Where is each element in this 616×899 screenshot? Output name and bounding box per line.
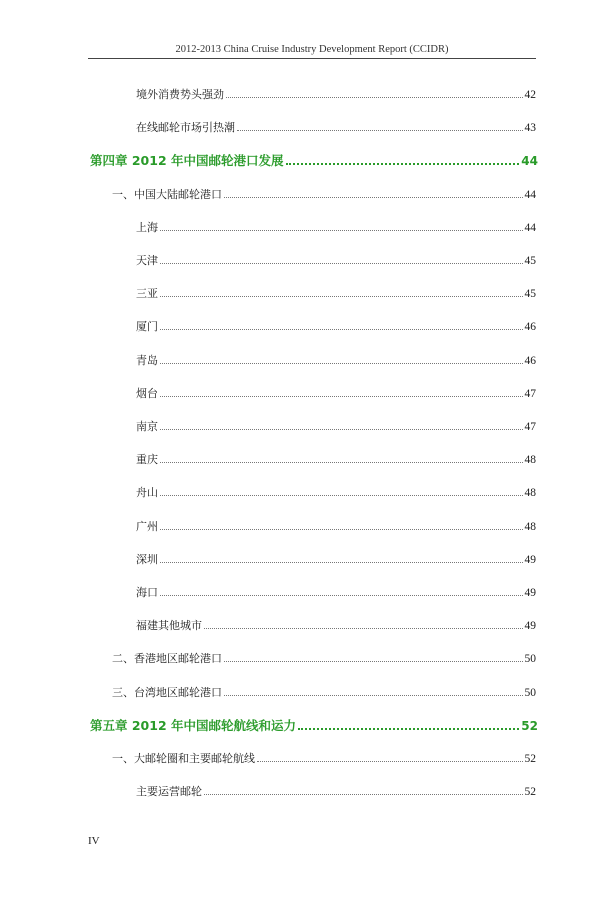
- toc-entry[interactable]: [136, 121, 536, 135]
- toc-entry[interactable]: [136, 785, 536, 799]
- toc-entry-page-number: 49: [524, 620, 536, 633]
- dot-leader: [224, 661, 523, 662]
- toc-entry-page-number: 50: [524, 653, 536, 666]
- dot-leader: [204, 628, 523, 629]
- toc-entry[interactable]: [112, 752, 536, 766]
- toc-entry-label: 上海: [136, 220, 158, 234]
- toc-entry-label: 二、香港地区邮轮港口: [112, 652, 222, 666]
- toc-entry-page-number: 45: [524, 255, 536, 267]
- dot-leader: [160, 462, 523, 463]
- toc-entry-label: 第四章 2012 年中国邮轮港口发展: [90, 153, 284, 169]
- toc-entry-label: 海口: [136, 586, 158, 599]
- dot-leader: [160, 296, 523, 297]
- toc-entry-label: 三、台湾地区邮轮港口: [112, 685, 222, 699]
- toc-entry-page-number: 49: [524, 553, 536, 566]
- toc-entry[interactable]: [112, 188, 536, 202]
- toc-entry-label: 青岛: [136, 353, 158, 367]
- toc-entry[interactable]: [136, 88, 536, 102]
- toc-entry-label: 烟台: [136, 386, 158, 400]
- toc-entry[interactable]: [136, 221, 536, 235]
- dot-leader: [160, 495, 523, 496]
- dot-leader: [160, 363, 523, 364]
- toc-entry-label: 重庆: [136, 453, 158, 467]
- toc-entry[interactable]: [136, 387, 536, 401]
- toc-entry[interactable]: [136, 453, 536, 467]
- toc-entry-label: 境外消费势头强劲: [136, 88, 224, 101]
- toc-entry-page-number: 42: [524, 89, 536, 101]
- toc-entry-page-number: 52: [524, 786, 536, 799]
- toc-entry[interactable]: [136, 619, 536, 633]
- toc-entry[interactable]: [136, 586, 536, 600]
- dot-leader: [160, 396, 523, 397]
- dot-leader: [298, 728, 519, 730]
- toc-entry-label: 南京: [136, 420, 158, 433]
- toc-entry-label: 一、大邮轮圈和主要邮轮航线: [112, 752, 255, 765]
- toc-entry[interactable]: [136, 553, 536, 567]
- toc-entry[interactable]: [136, 320, 536, 334]
- dot-leader: [204, 794, 523, 795]
- running-header: 2012-2013 China Cruise Industry Development Report (CCIDR): [175, 44, 449, 55]
- toc-entry[interactable]: [136, 254, 536, 268]
- toc-entry-label: 深圳: [136, 552, 158, 566]
- header-rule: [88, 58, 536, 59]
- page-number: IV: [88, 835, 100, 847]
- toc-entry-label: 广州: [136, 519, 158, 533]
- toc-entry[interactable]: [136, 354, 536, 368]
- dot-leader: [160, 529, 523, 530]
- dot-leader: [160, 263, 523, 264]
- toc-entry-page-number: 43: [524, 122, 536, 135]
- toc-entry-page-number: 44: [524, 221, 536, 234]
- dot-leader: [257, 761, 523, 762]
- toc-chapter-entry[interactable]: [90, 154, 538, 168]
- toc-entry-page-number: 47: [524, 421, 536, 433]
- toc-entry[interactable]: [136, 420, 536, 434]
- toc-entry-page-number: 50: [524, 686, 536, 699]
- toc-entry-page-number: 47: [524, 387, 536, 400]
- dot-leader: [226, 97, 523, 98]
- toc-entry[interactable]: [136, 287, 536, 301]
- toc-entry-label: 天津: [136, 254, 158, 267]
- dot-leader: [224, 197, 523, 198]
- dot-leader: [160, 329, 523, 330]
- toc-entry[interactable]: [112, 686, 536, 700]
- toc-entry-page-number: 48: [524, 520, 536, 533]
- toc-entry-page-number: 52: [521, 718, 538, 733]
- toc-entry-page-number: 46: [524, 354, 536, 367]
- toc-entry[interactable]: [112, 652, 536, 666]
- toc-entry-label: 第五章 2012 年中国邮轮航线和运力: [90, 717, 296, 733]
- dot-leader: [237, 130, 523, 131]
- toc-chapter-entry[interactable]: [90, 719, 538, 733]
- toc-entry-label: 厦门: [136, 320, 158, 334]
- toc-entry-page-number: 45: [524, 288, 536, 301]
- toc-entry[interactable]: [136, 520, 536, 534]
- toc-entry-page-number: 44: [524, 188, 536, 201]
- toc-entry-page-number: 46: [524, 321, 536, 334]
- dot-leader: [160, 429, 523, 430]
- toc-entry-page-number: 48: [524, 487, 536, 500]
- toc-entry-page-number: 48: [524, 454, 536, 467]
- toc-entry-label: 一、中国大陆邮轮港口: [112, 187, 222, 201]
- dot-leader: [224, 695, 523, 696]
- dot-leader: [160, 562, 523, 563]
- dot-leader: [160, 230, 523, 231]
- toc-entry-page-number: 49: [524, 587, 536, 599]
- toc-entry-page-number: 52: [524, 753, 536, 765]
- toc-entry-page-number: 44: [521, 154, 538, 169]
- toc-entry-label: 主要运营邮轮: [136, 785, 202, 799]
- toc-entry-label: 在线邮轮市场引热潮: [136, 121, 235, 135]
- toc-entry-label: 三亚: [136, 287, 158, 301]
- toc-entry[interactable]: [136, 486, 536, 500]
- dot-leader: [160, 595, 523, 596]
- toc-entry-label: 福建其他城市: [136, 619, 202, 633]
- dot-leader: [286, 163, 520, 165]
- toc-entry-label: 舟山: [136, 486, 158, 500]
